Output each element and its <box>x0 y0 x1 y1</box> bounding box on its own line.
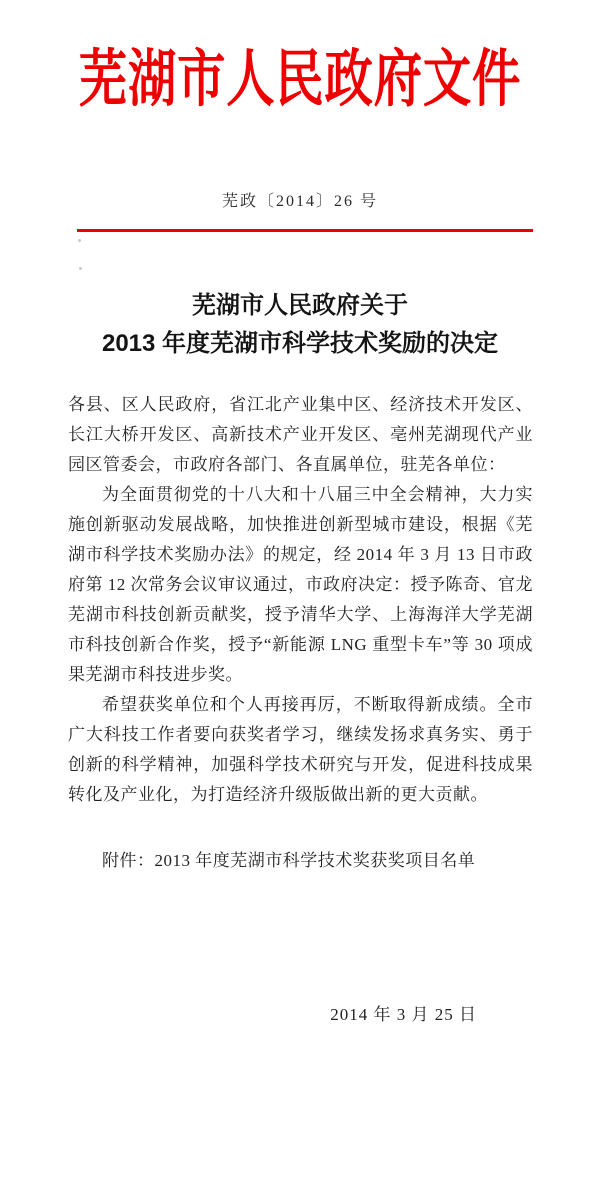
body-paragraph-1: 为全面贯彻党的十八大和十八届三中全会精神，大力实施创新驱动发展战略，加快推进创新型城市建设，根据《芜湖市科学技术奖励办法》的规定，经 2014 年 3 月 13 日市政府第 12 次常务会议审议通过，市政府决定：授予陈奇、官龙芜湖市科技创新贡献奖，授予清华大学、上海海洋大学芜湖市科技创新合作奖，授予“新能源 LNG 重型卡车”等 30 项成果芜湖市科技进步奖。 <box>68 485 533 684</box>
scan-speck <box>79 267 82 270</box>
salutation-paragraph: 各县、区人民政府，省江北产业集中区、经济技术开发区、长江大桥开发区、高新技术产业开发区、亳州芜湖现代产业园区管委会，市政府各部门、各直属单位，驻芜各单位： <box>68 395 533 474</box>
document-title-line2: 2013 年度芜湖市科学技术奖励的决定 <box>101 330 499 357</box>
document-number: 芜政〔2014〕26 号 <box>221 193 378 210</box>
attachment-line: 附件：2013 年度芜湖市科学技术奖获奖项目名单 <box>102 851 476 870</box>
scan-speck <box>78 239 81 242</box>
red-header-banner: 芜湖市人民政府文件 <box>78 45 522 114</box>
document-title <box>0 287 600 363</box>
red-divider-line <box>77 229 533 232</box>
date-line: 2014 年 3 月 25 日 <box>330 1005 477 1024</box>
document-body <box>68 390 533 1030</box>
document-title-line1: 芜湖市人民政府关于 <box>192 292 408 319</box>
body-paragraph-2: 希望获奖单位和个人再接再厉，不断取得新成绩。全市广大科技工作者要向获奖者学习，继续发扬求真务实、勇于创新的科学精神，加强科学技术研究与开发，促进科技成果转化及产业化，为打造经济升级版做出新的更大贡献。 <box>68 695 533 804</box>
